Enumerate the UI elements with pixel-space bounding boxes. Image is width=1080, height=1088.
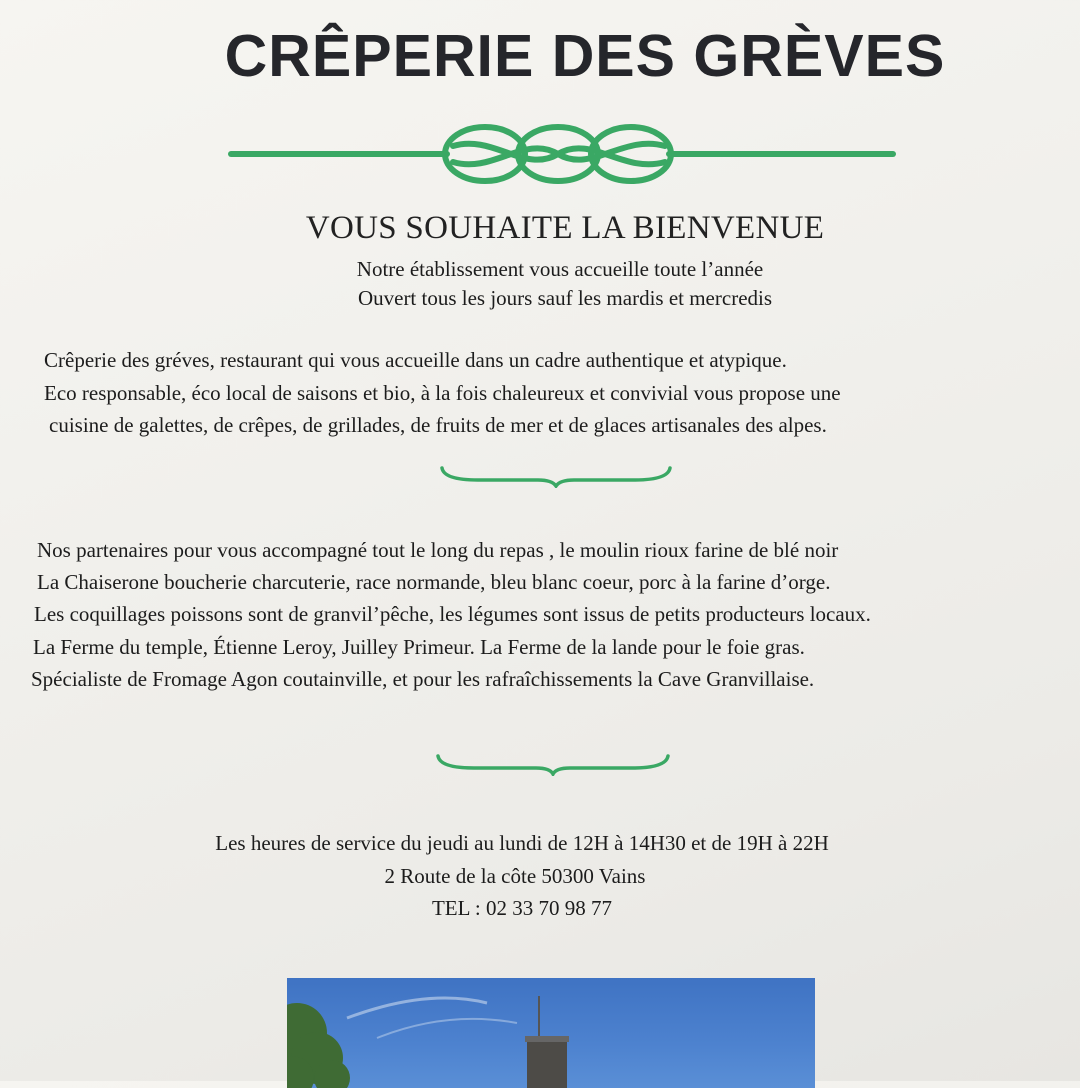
intro-line: Crêperie des gréves, restaurant qui vous accueille dans un cadre authentique et atypique. xyxy=(44,348,787,372)
address: 2 Route de la côte 50300 Vains xyxy=(384,864,646,888)
photo-scene-icon xyxy=(287,978,815,1088)
restaurant-title: CRÊPERIE DES GRÈVES xyxy=(224,23,946,89)
phone-number: TEL : 02 33 70 98 77 xyxy=(431,896,613,920)
intro-line: Eco responsable, éco local de saisons et bio, à la fois chaleureux et convivial vous propose une xyxy=(44,380,841,405)
welcome-heading: VOUS SOUHAITE LA BIENVENUE xyxy=(305,210,825,246)
welcome-line: Ouvert tous les jours sauf les mardis et mercredis xyxy=(357,286,773,310)
intro-line: cuisine de galettes, de crêpes, de grillades, de fruits de mer et de glaces artisanales des alpes. xyxy=(49,413,827,437)
partners-line: Les coquillages poissons sont de granvil’pêche, les légumes sont issus de petits producteurs locaux. xyxy=(34,602,871,627)
partners-line: La Ferme du temple, Étienne Leroy, Juilley Primeur. La Ferme de la lande pour le foie gras. xyxy=(33,634,805,659)
partners-paragraph xyxy=(31,534,871,695)
building-photo xyxy=(287,978,815,1088)
partners-line: La Chaiserone boucherie charcuterie, race normande, bleu blanc coeur, porc à la farine d’orge. xyxy=(37,570,831,595)
brace-divider-icon xyxy=(438,462,674,488)
celtic-knot-divider-icon xyxy=(225,118,900,192)
partners-line: Spécialiste de Fromage Agon coutainville, et pour les rafraîchissements la Cave Granvillaise. xyxy=(31,666,815,691)
service-hours: Les heures de service du jeudi au lundi de 12H à 14H30 et de 19H à 22H xyxy=(215,831,829,855)
brace-divider-icon xyxy=(434,750,672,776)
partners-line: Nos partenaires pour vous accompagné tout le long du repas , le moulin rioux farine de blé noir xyxy=(37,538,839,562)
intro-paragraph xyxy=(44,344,841,442)
welcome-line: Notre établissement vous accueille toute l’année xyxy=(356,257,764,281)
